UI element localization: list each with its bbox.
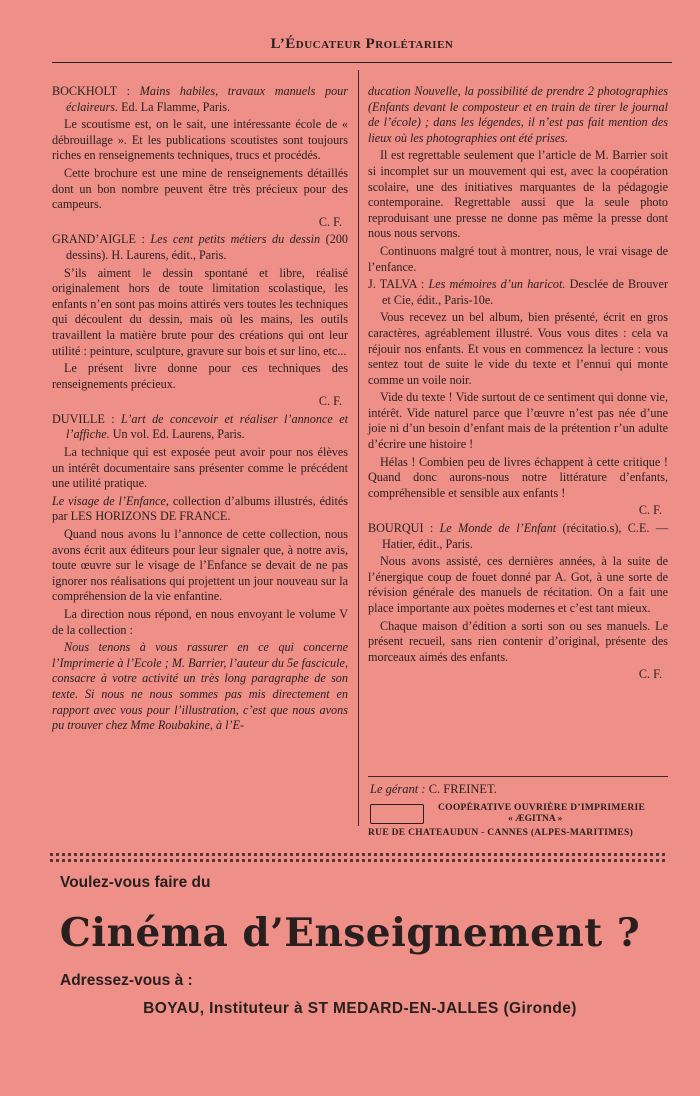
review-duville: DUVILLE : L’art de concevoir et réaliser l’annonce et l’affiche. Un vol. Ed. Laurens, Paris.: [52, 411, 348, 442]
review-grand-aigle: GRAND’AIGLE : Les cent petits métiers du dessin (200 dessins). H. Laurens, édit., Paris.: [52, 232, 349, 262]
printer-brand: « ÆGITNA »: [508, 814, 563, 824]
signature: C. F.: [638, 503, 662, 518]
quote-continued: ducation Nouvelle, la possibilité de prendre 2 photographies (Enfants devant le composteur et en train de tirer le journal de l’école) ; dans les légendes, il n’est pas fait mention des lieux où les photographies ont été prises.: [368, 84, 668, 145]
signature: C. F.: [638, 667, 662, 682]
printer-logo-icon: [370, 804, 424, 824]
gerant-line: Le gérant : C. FREINET.: [370, 782, 497, 796]
paragraph: Nous avons assisté, ces dernières années, à la suite de l’énergique coup de fouet donné par A. Got, à une sorte de révision générale des manuels de récitation. On a fait une place importante aux poètes modernes et c’est tant mieux.: [368, 554, 668, 615]
ad-headline: Cinéma d’Enseignement ?: [59, 910, 641, 956]
review-bourqui: BOURQUI : Le Monde de l’Enfant (récitatio.s), C.E. — Hatier, édit., Paris.: [368, 521, 669, 551]
signature: C. F.: [318, 394, 342, 409]
footer-rule: [368, 776, 668, 777]
right-column: [368, 84, 668, 685]
review-visage-enfance: Le visage de l’Enfance, collection d’albums illustrés, édités par LES HORIZONS DE FRANCE.: [52, 493, 348, 524]
paragraph: Quand nous avons lu l’annonce de cette collection, nous avons écrit aux éditeurs pour leur signaler que, à notre avis, toute œuvre sur le visage de l’Enfance se devait de ne pas ignorer nos réalisations qui projettent un jour nouveau sur la compréhension de la vie enfantine.: [52, 527, 348, 604]
paragraph: Le présent livre donne pour ces techniques des renseignements précieux.: [52, 361, 348, 391]
ad-contact: BOYAU, Instituteur à ST MEDARD-EN-JALLES (Gironde): [143, 1000, 577, 1017]
paragraph: Il est regrettable seulement que l’article de M. Barrier soit si incomplet sur un mouvement qui est, avec la coopération scolaire, une des initiatives marquantes de la pédagogie contemporaine. Regrettable aussi que la seule photo reproduisant une presse ne donne pas même la presse dont nous nous servons.: [368, 148, 668, 241]
paragraph: Vous recevez un bel album, bien présenté, écrit en gros caractères, agréablement illustré. Vous vous dites : cela va réjouir nos enfants. Et vous en commencez la lecture : vous sentez tout de suite le vide du texte et l’ennui qui monte comme un voile noir.: [368, 310, 668, 387]
printer-address: RUE DE CHATEAUDUN - CANNES (ALPES-MARITIMES): [368, 828, 634, 838]
printer-name: COOPÉRATIVE OUVRIÈRE D’IMPRIMERIE: [438, 803, 646, 813]
review-talva: J. TALVA : Les mémoires d’un haricot. Desclée de Brouver et Cie, édit., Paris-10e.: [368, 277, 668, 307]
quote: Nous tenons à vous rassurer en ce qui concerne l’Imprimerie à l’Ecole ; M. Barrier, l’auteur du 5e fascicule, consacre à votre activité un très long paragraphe de son texte. Si nous ne nous sommes pas mis directement en rapport avec vous pour l’illustration, c’est que nous avons pu trouver chez Mme Roubakine, à l’E-: [52, 640, 348, 733]
ad-intro: Voulez-vous faire du: [60, 874, 211, 891]
ad-contact-label: Adressez-vous à :: [60, 972, 193, 989]
signature: C. F.: [318, 214, 342, 229]
paragraph: Continuons malgré tout à montrer, nous, le vrai visage de l’enfance.: [368, 243, 668, 274]
paragraph: La technique qui est exposée peut avoir pour nos élèves un intérêt documentaire sans présenter comme le précédent une utilité pratique.: [52, 445, 348, 491]
decorative-border: [50, 850, 668, 862]
left-column: [52, 84, 348, 736]
paragraph: Chaque maison d’édition a sorti son ou ses manuels. Le présent recueil, sans rien contenir d’original, présente des morceaux aimés des enfants.: [368, 618, 668, 664]
paragraph: Vide du texte ! Vide surtout de ce sentiment qui donne vie, intérêt. Vide naturel parce que l’œuvre n’est pas née d’une joie ni d’un besoin d’enfant mais de la prétention r’un adulte d’écrire une histoire !: [368, 390, 668, 452]
paragraph: Le scoutisme est, on le sait, une intéressante école de « débrouillage ». Et les publications scoutistes sont toujours riches en renseignements techniques, trucs et procédés.: [52, 117, 348, 163]
paragraph: Hélas ! Combien peu de livres échappent à cette critique ! Quand donc aurons-nous notre littérature d’enfants, compréhensible et sensible aux enfants !: [368, 454, 668, 500]
review-bockholt: BOCKHOLT : Mains habiles, travaux manuels pour éclaireurs. Ed. La Flamme, Paris.: [52, 84, 349, 114]
page-header: L’Éducateur Prolétarien: [52, 36, 672, 63]
paragraph: La direction nous répond, en nous envoyant le volume V de la collection :: [52, 607, 348, 637]
paragraph: S’ils aiment le dessin spontané et libre, réalisé originalement hors de toute limitation scolastique, les enfants n’en sont pas moins attirés vers toutes les techniques qui découlent du dessin, mais où les mains, les outils travaillent la matière brute pour des créations qui ont leur utilité : peinture, sculpture, gravure sur bois et sur lino, etc...: [52, 265, 348, 358]
column-divider: [358, 70, 359, 826]
paragraph: Cette brochure est une mine de renseignements détaillés dont un bon nombre peuvent être très précieux pour des campeurs.: [52, 165, 348, 212]
